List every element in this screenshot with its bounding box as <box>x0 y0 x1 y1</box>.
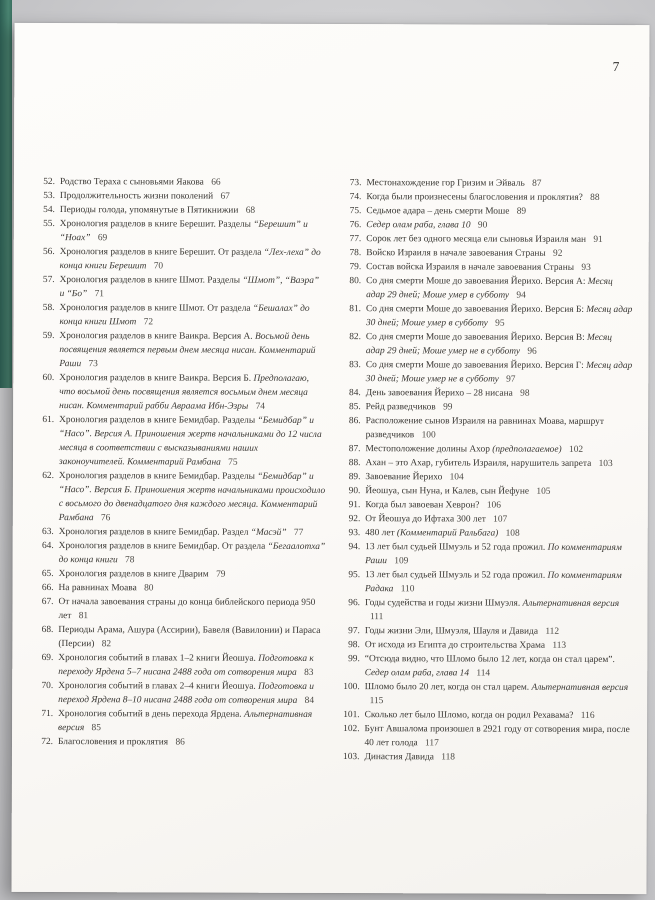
entry-number: 61. <box>42 414 55 426</box>
toc-entry <box>340 330 633 359</box>
toc-entry <box>340 302 633 331</box>
entry-number: 102. <box>343 724 360 735</box>
toc-entry <box>340 232 633 247</box>
entry-page-ref: 102 <box>568 444 584 455</box>
entry-page-ref: 68 <box>245 205 256 216</box>
entry-subtitle: (Комментарий Ральбага) <box>396 528 499 539</box>
entry-subtitle: По комментариям Раши <box>365 542 622 567</box>
entry-title: Продолжительность жизни поколений <box>59 191 214 202</box>
toc-entry <box>32 623 325 652</box>
toc-entry <box>34 175 327 190</box>
entry-page-ref: 95 <box>495 318 505 329</box>
entry-page-ref: 110 <box>400 584 415 595</box>
entry-page-ref: 96 <box>527 346 537 357</box>
entry-subtitle: Месяц адар 29 дней; Моше умер не в субботу <box>365 332 613 357</box>
entry-subtitle: “Масэй” <box>250 527 287 538</box>
entry-subtitle: “Лех-леха” до конца книги Берешит <box>59 247 321 272</box>
entry-page-ref: 67 <box>220 191 230 202</box>
entry-title: От Йеошуа до Ифтаха 300 лет <box>365 514 486 525</box>
entry-page-ref: 97 <box>506 374 516 385</box>
entry-subtitle: Подготовка и переход Ярдена 8–10 нисана 2488 года от сотворения мира <box>58 681 314 706</box>
entry-number: 64. <box>41 540 54 552</box>
entry-page-ref: 86 <box>175 737 185 748</box>
entry-number: 82. <box>349 332 361 343</box>
entry-page-ref: 70 <box>153 261 164 272</box>
entry-title: “Отсюда видно, что Шломо было 12 лет, когда он стал царем”. <box>364 654 615 665</box>
entry-title: 480 лет <box>365 528 395 539</box>
toc-columns <box>32 175 633 765</box>
toc-entry <box>32 707 325 736</box>
entry-subtitle: По комментариям Радака <box>365 570 622 595</box>
entry-number: 77. <box>349 234 362 245</box>
entry-page-ref: 108 <box>505 528 520 539</box>
entry-number: 67. <box>41 596 54 608</box>
entry-number: 99. <box>348 654 360 665</box>
entry-number: 74. <box>349 192 362 203</box>
entry-subtitle: Восьмой день посвящения является первым днем месяца нисан. Комментарий Раши <box>59 331 316 370</box>
toc-entry <box>340 386 633 401</box>
entry-page-ref: 74 <box>255 401 265 412</box>
entry-title: От начала завоевания страны до конца библейского периода 950 лет <box>58 597 316 622</box>
entry-number: 92. <box>348 514 361 525</box>
entry-page-ref: 77 <box>293 527 304 538</box>
entry-number: 91. <box>348 500 361 511</box>
entry-number: 62. <box>42 470 54 482</box>
entry-number: 94. <box>348 542 361 553</box>
entry-title: Периоды Арама, Ашура (Ассирии), Бавеля (Вавилонии) и Параса (Персии) <box>58 625 321 650</box>
entry-page-ref: 92 <box>553 248 563 259</box>
entry-title: Хронология разделов в книге Шмот. Разделы <box>59 275 241 286</box>
entry-title: Войско Израиля в начале завоевания Страны <box>366 248 546 259</box>
entry-page-ref: 104 <box>449 472 464 483</box>
toc-entry <box>32 735 325 750</box>
entry-subtitle: Седер олам раба, глава 10 <box>366 220 471 231</box>
entry-title: Хронология разделов в книге Бемидбар. Разделы <box>59 415 256 426</box>
toc-entry <box>340 414 633 443</box>
entry-number: 60. <box>42 372 55 384</box>
entry-number: 57. <box>42 274 55 286</box>
entry-page-ref: 85 <box>91 723 101 734</box>
entry-title: Хронология разделов в книге Шмот. От раздела <box>59 303 251 314</box>
toc-entry <box>339 456 632 471</box>
book-spine <box>0 0 12 388</box>
entry-number: 101. <box>343 710 360 721</box>
entry-number: 80. <box>349 276 362 287</box>
entry-title: Местонахождение гор Гризим и Эйваль <box>366 178 525 189</box>
entry-page-ref: 87 <box>532 178 542 189</box>
entry-subtitle: Предполагаю, что восьмой день посвящения является восьмым днем месяца нисан. Комментарий рабби Авраама Ибн-Эзры <box>59 373 309 412</box>
entry-title: От исхода из Египта до строительства Храма <box>364 640 546 651</box>
entry-page-ref: 82 <box>101 639 112 650</box>
toc-entry <box>339 498 632 513</box>
entry-page-ref: 76 <box>100 513 111 524</box>
entry-number: 95. <box>348 570 361 581</box>
toc-entry <box>340 400 633 415</box>
toc-entry <box>339 652 632 681</box>
entry-number: 76. <box>349 220 362 231</box>
toc-entry <box>33 371 326 414</box>
entry-title: Когда был завоеван Хеврон? <box>365 500 480 511</box>
entry-number: 52. <box>43 176 55 188</box>
entry-title: Годы судейства и годы жизни Шмуэля. <box>364 598 521 609</box>
entry-subtitle: Месяц адар 30 дней; Моше умер не в субботу <box>365 360 633 385</box>
entry-subtitle: “Шмот”, “Ваэра” и “Бо” <box>59 275 320 300</box>
entry-page-ref: 106 <box>486 500 501 511</box>
entry-number: 71. <box>41 708 54 720</box>
entry-page-ref: 113 <box>552 640 567 651</box>
entry-page-ref: 98 <box>520 388 530 399</box>
entry-title: Состав войска Израиля в начале завоевания Страны <box>366 262 575 273</box>
entry-number: 63. <box>42 526 54 538</box>
entry-title: Расположение сынов Израиля на равнинах Моава, маршрут разведчиков <box>365 416 604 441</box>
toc-entry <box>33 581 326 596</box>
toc-entry <box>34 203 327 218</box>
entry-title: Со дня смерти Моше до завоевания Йерихо. Версия А: <box>366 276 586 287</box>
toc-entry <box>338 750 631 765</box>
entry-title: На равнинах Моава <box>58 583 137 594</box>
entry-number: 66. <box>41 582 54 594</box>
entry-number: 75. <box>349 206 362 217</box>
entry-subtitle: Седер олам раба, глава 14 <box>364 668 470 679</box>
toc-entry <box>339 526 632 541</box>
entry-subtitle: (предполагаемое) <box>492 444 562 455</box>
entry-number: 84. <box>348 388 361 399</box>
entry-number: 81. <box>349 304 362 315</box>
toc-entry <box>339 708 632 723</box>
entry-subtitle: “Бегаалотха” до конца книги <box>58 541 326 566</box>
entry-page-ref: 103 <box>598 458 613 469</box>
toc-entry <box>339 680 632 709</box>
toc-entry <box>339 512 632 527</box>
entry-page-ref: 84 <box>304 695 315 706</box>
entry-subtitle: Альтернативная версия <box>531 682 629 694</box>
toc-entry <box>33 301 326 330</box>
entry-title: Родство Тераха с сыновьями Яакова <box>59 177 204 188</box>
toc-entry <box>339 484 632 499</box>
entry-title: Бунт Авшалома произошел в 2921 году от сотворения мира, после 40 лет голода <box>364 724 630 749</box>
entry-page-ref: 69 <box>97 233 108 244</box>
entry-title: Рейд разведчиков <box>365 402 436 413</box>
entry-title: Хронология разделов в книге Бемидбар. Разделы <box>58 471 256 482</box>
entry-number: 88. <box>348 458 361 469</box>
entry-page-ref: 89 <box>516 206 527 217</box>
entry-number: 70. <box>41 680 54 692</box>
toc-entry <box>340 358 633 387</box>
entry-number: 90. <box>348 486 361 497</box>
entry-number: 69. <box>41 652 54 664</box>
entry-title: Годы жизни Эли, Шмуэля, Шауля и Давида <box>364 626 539 637</box>
entry-title: Хронология разделов в книге Ваикра. Версия Б. <box>59 373 252 384</box>
entry-title: Хронология разделов в книге Берешит. От раздела <box>59 247 262 258</box>
entry-number: 93. <box>348 528 361 539</box>
entry-number: 103. <box>343 752 360 763</box>
toc-entry <box>340 218 633 233</box>
entry-number: 56. <box>42 246 55 258</box>
entry-page-ref: 71 <box>94 289 104 300</box>
entry-page-ref: 88 <box>590 192 600 203</box>
entry-title: Хронология разделов в книге Дварим <box>58 569 209 580</box>
entry-page-ref: 100 <box>421 430 436 441</box>
entry-number: 85. <box>348 402 361 413</box>
entry-page-ref: 118 <box>441 752 455 763</box>
entry-subtitle: Альтернативная версия <box>522 598 620 610</box>
entry-number: 97. <box>348 626 360 637</box>
entry-number: 98. <box>348 640 360 651</box>
entry-title: Хронология разделов в книге Бемидбар. Раздел <box>58 527 249 538</box>
entry-page-ref: 79 <box>216 569 226 580</box>
entry-title: Периоды голода, упомянутые в Пятикнижии <box>59 205 239 216</box>
toc-entry <box>340 176 633 191</box>
entry-page-ref: 105 <box>536 486 551 497</box>
toc-entry <box>32 595 325 624</box>
entry-title: Хронология разделов в книге Берешит. Разделы <box>59 219 252 230</box>
entry-title: Хронология событий в день перехода Ярдена. <box>58 709 242 720</box>
entry-title: Хронология разделов в книге Бемидбар. От раздела <box>58 541 266 552</box>
toc-entry <box>33 413 326 470</box>
entry-subtitle: “Бемидбар” и “Насо”. Версия Б. Приношения жертв начальниками происходило с восьмого до двенадцатого дня каждого месяца. Комментарий Рамбана <box>58 471 326 524</box>
toc-entry <box>34 189 327 204</box>
entry-title: Хронология событий в главах 1–2 книги Йеошуа. <box>58 653 256 664</box>
toc-entry <box>339 540 632 569</box>
toc-entry <box>33 539 326 568</box>
entry-page-ref: 80 <box>144 583 154 594</box>
entry-page-ref: 107 <box>493 514 508 525</box>
toc-entry <box>339 624 632 639</box>
entry-number: 65. <box>41 568 54 580</box>
entry-subtitle: “Бешалах” до конца книги Шмот <box>59 303 310 328</box>
toc-entry <box>32 651 325 680</box>
entry-subtitle: Подготовка к переходу Ярдена 5–7 нисана 2488 года от сотворения мира <box>58 653 314 678</box>
entry-page-ref: 109 <box>394 556 409 567</box>
entry-number: 86. <box>348 416 361 427</box>
toc-left-column <box>32 175 327 764</box>
entry-page-ref: 91 <box>593 234 603 245</box>
book-page <box>11 23 649 894</box>
entry-subtitle: “Бемидбар” и “Насо”. Версия А. Приношения жертв начальниками до 12 числа месяца в соответствии с высказываниями наших законоучителей. Комментарий Рамбана <box>58 415 322 468</box>
entry-page-ref: 72 <box>143 317 154 328</box>
entry-number: 100. <box>343 682 360 693</box>
entry-number: 73. <box>349 178 362 189</box>
entry-number: 58. <box>42 302 55 314</box>
entry-title: 13 лет был судьей Шмуэль и 52 года прожил. <box>365 542 546 553</box>
toc-entry <box>34 217 327 246</box>
entry-number: 59. <box>42 330 55 342</box>
toc-entry <box>340 260 633 275</box>
entry-title: Со дня смерти Моше до завоевания Йерихо. Версия Г: <box>365 360 584 371</box>
entry-page-ref: 99 <box>443 402 453 413</box>
entry-subtitle: Месяц адар 29 дней; Моше умер в субботу <box>366 276 613 301</box>
entry-page-ref: 117 <box>425 738 439 749</box>
entry-subtitle: Альтернативная версия <box>58 709 313 734</box>
entry-title: Седьмое адара – день смерти Моше <box>366 206 510 217</box>
toc-entry <box>339 638 632 653</box>
entry-page-ref: 94 <box>516 290 526 301</box>
entry-title: Ахан – это Ахар, губитель Израиля, нарушитель запрета <box>365 458 592 469</box>
entry-page-ref: 115 <box>369 696 384 707</box>
entry-title: Династия Давида <box>364 752 434 763</box>
entry-subtitle: “Берешит” и “Ноах” <box>59 219 308 244</box>
toc-entry <box>340 204 633 219</box>
entry-page-ref: 114 <box>476 668 491 679</box>
page-number: 7 <box>612 58 620 75</box>
entry-title: Хронология событий в главах 2–4 книги Йеошуа. <box>58 681 256 692</box>
toc-right-column <box>338 176 633 765</box>
entry-title: 13 лет был судьей Шмуэль и 52 года прожил. <box>365 570 546 581</box>
entry-number: 68. <box>41 624 54 636</box>
entry-title: Со дня смерти Моше до завоевания Йерихо. Версия Б: <box>366 304 584 315</box>
toc-entry <box>340 190 633 205</box>
entry-number: 89. <box>348 472 361 483</box>
entry-page-ref: 111 <box>369 612 384 623</box>
entry-page-ref: 81 <box>78 611 89 622</box>
entry-number: 87. <box>348 444 361 455</box>
entry-page-ref: 83 <box>304 667 314 678</box>
entry-title: Сорок лет без одного месяца ели сыновья Израиля ман <box>366 234 587 245</box>
toc-entry <box>34 245 327 274</box>
entry-title: Завоевание Йерихо <box>365 472 443 483</box>
toc-entry <box>32 679 325 708</box>
entry-number: 78. <box>349 248 362 259</box>
entry-title: Местоположение долины Ахор <box>365 444 490 455</box>
entry-number: 79. <box>349 262 362 273</box>
entry-page-ref: 73 <box>88 359 98 370</box>
entry-page-ref: 93 <box>581 262 591 273</box>
toc-entry <box>33 329 326 372</box>
toc-entry <box>340 246 633 261</box>
toc-entry <box>338 722 631 751</box>
entry-number: 53. <box>43 190 55 202</box>
toc-entry <box>339 596 632 625</box>
entry-title: День завоевания Йерихо – 28 нисана <box>365 388 513 399</box>
entry-number: 83. <box>349 360 361 371</box>
toc-entry <box>33 567 326 582</box>
entry-page-ref: 112 <box>545 626 560 637</box>
entry-title: Со дня смерти Моше до завоевания Йерихо. Версия В: <box>365 332 585 343</box>
entry-page-ref: 78 <box>125 555 135 566</box>
toc-entry <box>33 469 326 526</box>
entry-title: Хронология разделов в книге Ваикра. Версия А. <box>59 331 253 342</box>
entry-subtitle: Месяц адар 30 дней; Моше умер в субботу <box>365 304 633 329</box>
entry-title: Благословения и проклятия <box>57 737 169 748</box>
toc-entry <box>34 273 327 302</box>
entry-title: Сколько лет было Шломо, когда он родил Рехавама? <box>364 710 574 721</box>
entry-page-ref: 75 <box>228 457 238 468</box>
entry-page-ref: 90 <box>477 220 488 231</box>
entry-number: 54. <box>43 204 55 216</box>
toc-entry <box>340 442 633 457</box>
entry-title: Когда были произнесены благословения и проклятия? <box>366 192 583 203</box>
entry-page-ref: 116 <box>580 710 595 721</box>
entry-number: 96. <box>348 598 361 609</box>
toc-entry <box>339 568 632 597</box>
toc-entry <box>339 470 632 485</box>
entry-page-ref: 66 <box>211 177 221 188</box>
toc-entry <box>340 274 633 303</box>
entry-number: 55. <box>43 218 55 230</box>
entry-title: Йеошуа, сын Нуна, и Калев, сын Йефуне <box>365 486 530 497</box>
entry-title: Шломо было 20 лет, когда он стал царем. <box>364 682 530 693</box>
entry-number: 72. <box>41 736 54 748</box>
toc-entry <box>33 525 326 540</box>
